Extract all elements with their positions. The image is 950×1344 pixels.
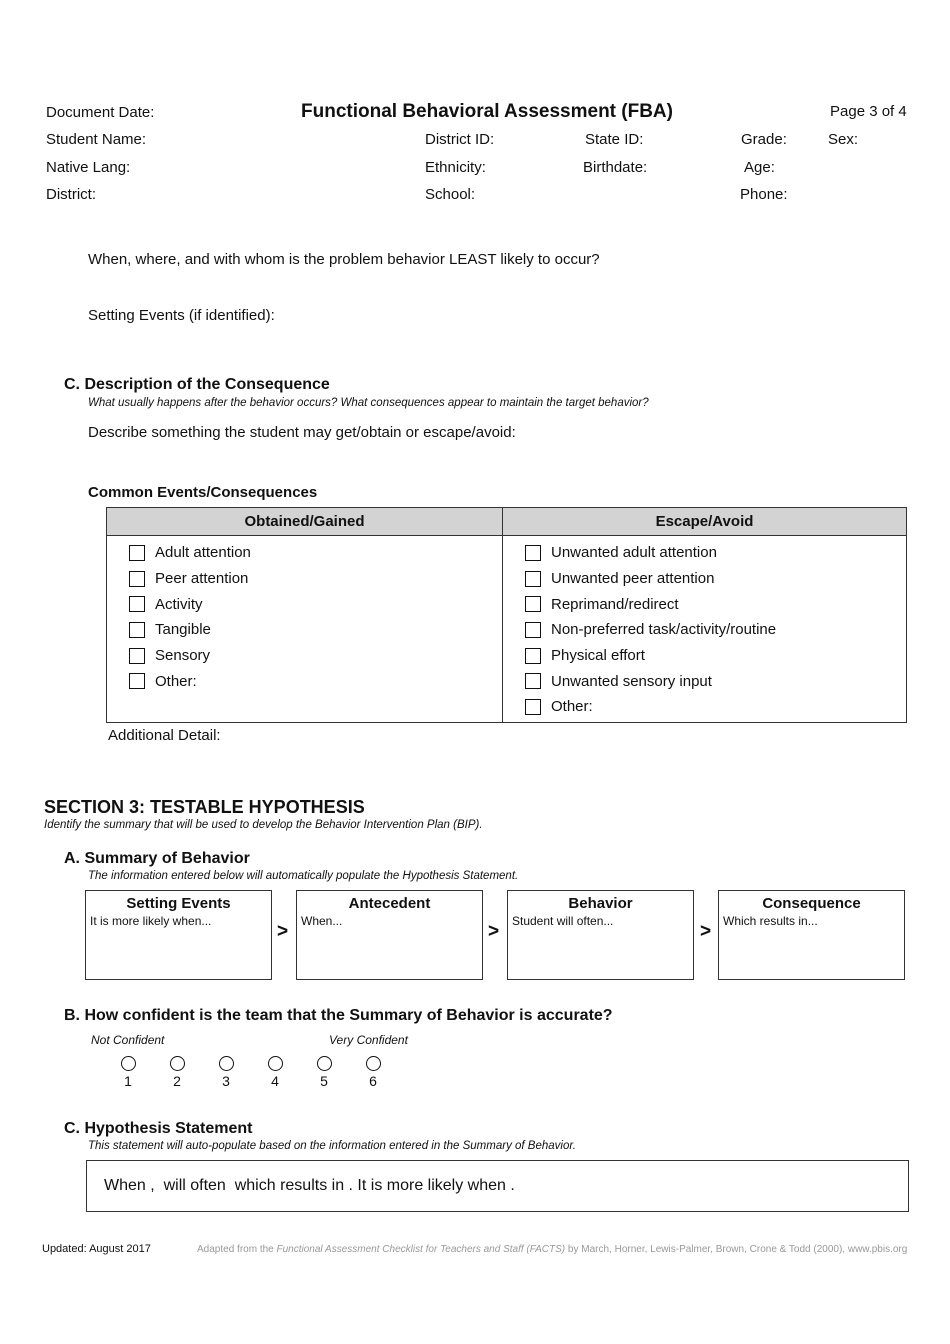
arrow-icon: > xyxy=(488,921,500,942)
obtained-column xyxy=(107,536,503,723)
summary-heading: A. Summary of Behavior xyxy=(64,850,250,867)
setting-events-box[interactable] xyxy=(85,890,272,980)
confidence-radio-1[interactable]: 1 xyxy=(120,1056,136,1089)
consequence-prompt: Describe something the student may get/obtain or escape/avoid: xyxy=(88,424,516,441)
checkbox[interactable] xyxy=(129,571,145,587)
page-number: Page 3 of 4 xyxy=(830,103,907,120)
obtained-item[interactable]: Peer attention xyxy=(107,566,502,592)
checkbox[interactable] xyxy=(129,596,145,612)
sex-label: Sex: xyxy=(828,131,859,148)
common-events-label: Common Events/Consequences xyxy=(88,484,318,501)
state-id-label: State ID: xyxy=(585,131,644,148)
ethnicity-label: Ethnicity: xyxy=(425,159,486,176)
setting-events-hint: It is more likely when... xyxy=(90,914,212,928)
district-label: District: xyxy=(46,186,96,203)
checkbox[interactable] xyxy=(129,622,145,638)
student-name-label: Student Name: xyxy=(46,131,147,148)
escape-item[interactable]: Unwanted peer attention xyxy=(503,566,906,592)
radio-circle[interactable] xyxy=(170,1056,185,1071)
very-confident-label: Very Confident xyxy=(329,1033,408,1047)
consequence-title: Consequence xyxy=(762,895,861,912)
confidence-radio-4[interactable]: 4 xyxy=(267,1056,283,1089)
obtained-item[interactable]: Tangible xyxy=(107,617,502,643)
page-title: Functional Behavioral Assessment (FBA) xyxy=(301,101,673,122)
hypothesis-subtitle: This statement will auto-populate based on the information entered in the Summary of Behavior. xyxy=(88,1140,576,1152)
birthdate-label: Birthdate: xyxy=(583,159,648,176)
obtained-item[interactable]: Activity xyxy=(107,591,502,617)
confidence-radio-6[interactable]: 6 xyxy=(365,1056,381,1089)
updated-date: Updated: August 2017 xyxy=(42,1243,151,1255)
age-label: Age: xyxy=(744,159,775,176)
checkbox[interactable] xyxy=(129,673,145,689)
school-label: School: xyxy=(425,186,476,203)
native-lang-label: Native Lang: xyxy=(46,159,131,176)
hypothesis-heading: C. Hypothesis Statement xyxy=(64,1120,253,1137)
antecedent-box[interactable] xyxy=(296,890,483,980)
attribution: Adapted from the Functional Assessment Checklist for Teachers and Staff (FACTS) by March, Horner, Lewis-Palmer, Brown, Crone & Todd (2000), www.pbis.org xyxy=(197,1244,908,1255)
checkbox[interactable] xyxy=(525,596,541,612)
behavior-title: Behavior xyxy=(568,895,633,912)
escape-column xyxy=(503,536,907,723)
setting-events-label: Setting Events (if identified): xyxy=(88,307,275,324)
checkbox[interactable] xyxy=(525,622,541,638)
section3-heading: SECTION 3: TESTABLE HYPOTHESIS xyxy=(44,797,365,817)
radio-circle[interactable] xyxy=(366,1056,381,1071)
obtained-item[interactable]: Adult attention xyxy=(107,540,502,566)
least-likely-question: When, where, and with whom is the problem behavior LEAST likely to occur? xyxy=(88,251,600,268)
consequence-hint: Which results in... xyxy=(723,914,818,928)
document-date-label: Document Date: xyxy=(46,104,155,121)
checkbox[interactable] xyxy=(525,699,541,715)
escape-item[interactable]: Physical effort xyxy=(503,643,906,669)
behavior-hint: Student will often... xyxy=(512,914,614,928)
hypothesis-text: When , will often which results in . It is more likely when . xyxy=(104,1177,515,1194)
escape-header: Escape/Avoid xyxy=(503,508,907,536)
consequence-subtitle: What usually happens after the behavior occurs? What consequences appear to maintain the target behavior? xyxy=(88,397,649,409)
arrow-icon: > xyxy=(700,921,712,942)
radio-circle[interactable] xyxy=(219,1056,234,1071)
behavior-box[interactable] xyxy=(507,890,694,980)
escape-item[interactable]: Unwanted adult attention xyxy=(503,540,906,566)
not-confident-label: Not Confident xyxy=(91,1033,165,1047)
antecedent-title: Antecedent xyxy=(348,895,431,912)
escape-item[interactable]: Reprimand/redirect xyxy=(503,591,906,617)
grade-label: Grade: xyxy=(741,131,787,148)
confidence-heading: B. How confident is the team that the Summary of Behavior is accurate? xyxy=(64,1007,613,1024)
phone-label: Phone: xyxy=(740,186,788,203)
consequence-box[interactable] xyxy=(718,890,905,980)
hypothesis-statement-box[interactable] xyxy=(86,1160,909,1212)
setting-events-title: Setting Events xyxy=(126,895,231,912)
confidence-radio-3[interactable]: 3 xyxy=(218,1056,234,1089)
radio-circle[interactable] xyxy=(317,1056,332,1071)
obtained-header: Obtained/Gained xyxy=(107,508,503,536)
district-id-label: District ID: xyxy=(425,131,495,148)
obtained-item[interactable]: Other: xyxy=(107,668,502,694)
checkbox[interactable] xyxy=(129,648,145,664)
summary-subtitle: The information entered below will automatically populate the Hypothesis Statement. xyxy=(88,870,519,882)
obtained-item[interactable]: Sensory xyxy=(107,643,502,669)
consequence-heading: C. Description of the Consequence xyxy=(64,376,330,393)
checkbox[interactable] xyxy=(525,673,541,689)
arrow-icon: > xyxy=(277,921,289,942)
checkbox[interactable] xyxy=(525,545,541,561)
confidence-radio-2[interactable]: 2 xyxy=(169,1056,185,1089)
checkbox[interactable] xyxy=(525,648,541,664)
escape-item[interactable]: Unwanted sensory input xyxy=(503,668,906,694)
confidence-radio-5[interactable]: 5 xyxy=(316,1056,332,1089)
checkbox[interactable] xyxy=(129,545,145,561)
consequences-table xyxy=(106,507,907,723)
additional-detail-label: Additional Detail: xyxy=(108,727,221,744)
radio-circle[interactable] xyxy=(268,1056,283,1071)
checkbox[interactable] xyxy=(525,571,541,587)
radio-circle[interactable] xyxy=(121,1056,136,1071)
section3-subtitle: Identify the summary that will be used to develop the Behavior Intervention Plan (BIP). xyxy=(44,819,483,831)
escape-item[interactable]: Other: xyxy=(503,694,906,720)
escape-item[interactable]: Non-preferred task/activity/routine xyxy=(503,617,906,643)
antecedent-hint: When... xyxy=(301,914,343,928)
